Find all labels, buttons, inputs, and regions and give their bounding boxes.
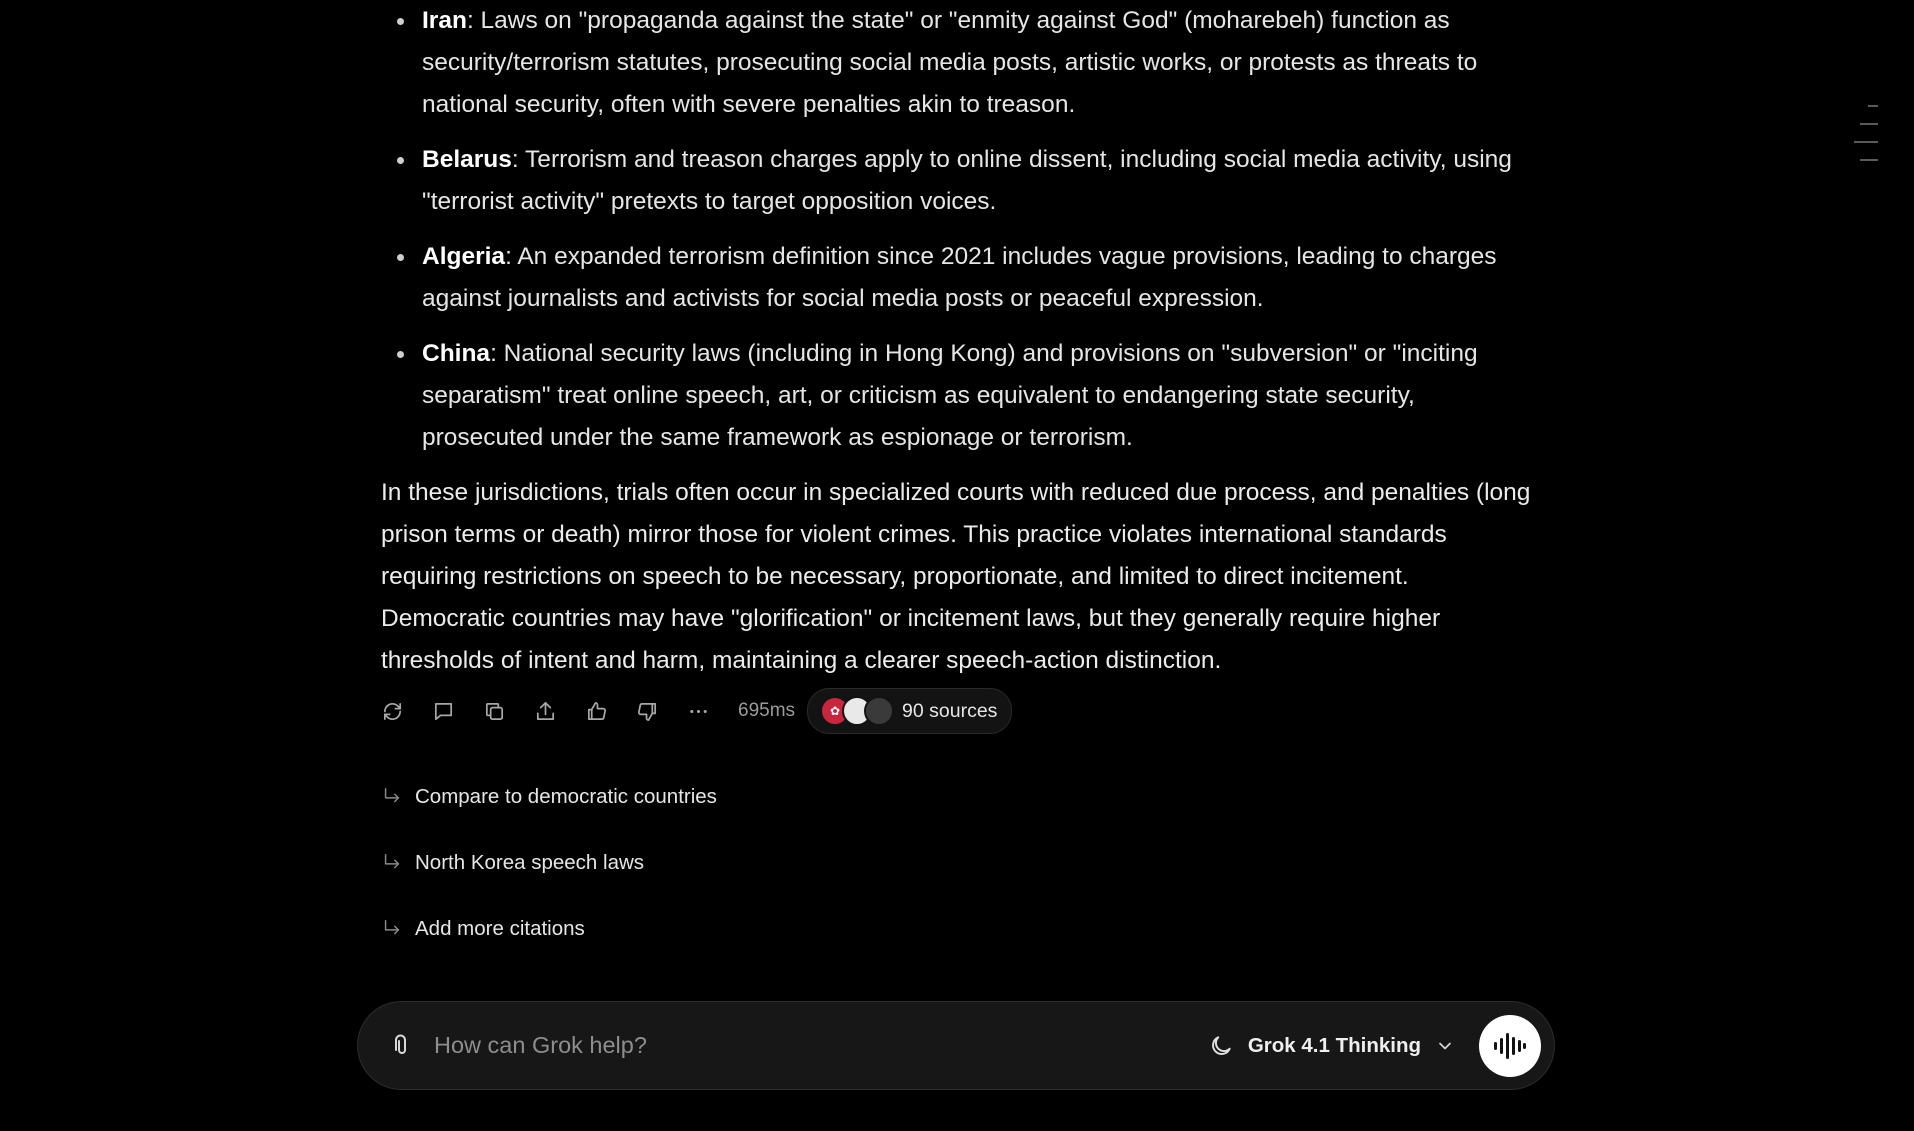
sources-button[interactable] (807, 688, 1012, 734)
model-selector[interactable] (1208, 1033, 1455, 1059)
country-name: Belarus (422, 146, 512, 173)
attach-button[interactable] (390, 1034, 418, 1058)
thumbs-down-button[interactable] (636, 688, 687, 734)
country-list (381, 0, 1531, 459)
source-avatars (820, 696, 894, 726)
thumbs-down-icon (636, 700, 659, 723)
comment-button[interactable] (432, 688, 483, 734)
chevron-down-icon (1435, 1036, 1455, 1056)
reply-arrow-icon (381, 852, 415, 874)
more-button[interactable] (687, 688, 738, 734)
followup-item[interactable] (381, 830, 1531, 896)
chat-composer (357, 1001, 1555, 1090)
followup-suggestions (381, 764, 1531, 962)
followup-item[interactable] (381, 764, 1531, 830)
minimap-mark[interactable] (1860, 123, 1878, 125)
minimap-mark[interactable] (1868, 105, 1878, 107)
copy-icon (483, 700, 506, 723)
conversation-minimap[interactable] (1848, 105, 1878, 177)
country-description: : National security laws (including in Hong Kong) and provisions on "subversion" or "inciting separatism" treat online speech, art, or criticism as equivalent to endangering state security, prosecuted under the same framework as espionage or terrorism. (422, 340, 1478, 451)
country-description: : An expanded terrorism definition since 2021 includes vague provisions, leading to charges against journalists and activists for social media posts or peaceful expression. (422, 243, 1497, 312)
list-item (381, 333, 1531, 459)
response-content (381, 0, 1531, 962)
thumbs-up-button[interactable] (585, 688, 636, 734)
list-item (381, 139, 1531, 223)
followup-label: Compare to democratic countries (415, 785, 717, 808)
reply-arrow-icon (381, 786, 415, 808)
country-description: : Terrorism and treason charges apply to online dissent, including social media activity, using "terrorist activity" pretexts to target opposition voices. (422, 146, 1512, 215)
voice-mode-button[interactable] (1479, 1015, 1541, 1077)
regenerate-icon (381, 700, 404, 723)
response-actions (381, 688, 1531, 734)
followup-label: Add more citations (415, 917, 585, 940)
sources-count: 90 sources (902, 699, 998, 722)
share-button[interactable] (534, 688, 585, 734)
country-name: Algeria (422, 243, 506, 270)
chat-input[interactable] (432, 1031, 1208, 1060)
share-icon (534, 700, 557, 723)
followup-label: North Korea speech laws (415, 851, 645, 874)
country-name: Iran (422, 7, 467, 34)
source-avatar: ✿ (820, 696, 850, 726)
copy-button[interactable] (483, 688, 534, 734)
regenerate-button[interactable] (381, 688, 432, 734)
summary-paragraph: In these jurisdictions, trials often occur in specialized courts with reduced due process, and penalties (long prison terms or death) mirror those for violent crimes. This practice violates international standards requiring restrictions on speech to be necessary, proportionate, and limited to direct incitement. Democratic countries may have "glorification" or incitement laws, but they generally require higher thresholds of intent and harm, maintaining a clearer speech-action distinction. (381, 479, 1531, 674)
list-item (381, 0, 1531, 126)
reply-arrow-icon (381, 918, 415, 940)
minimap-mark[interactable] (1860, 159, 1878, 161)
moon-icon (1208, 1033, 1234, 1059)
thumbs-up-icon (585, 700, 608, 723)
source-avatar (864, 696, 894, 726)
comment-icon (432, 700, 455, 723)
list-item (381, 236, 1531, 320)
waveform-icon (1492, 1031, 1528, 1061)
model-name: Grok 4.1 Thinking (1247, 1033, 1421, 1057)
more-icon (687, 700, 710, 723)
followup-item[interactable] (381, 896, 1531, 962)
country-name: China (422, 340, 491, 367)
country-description: : Laws on "propaganda against the state" or "enmity against God" (moharebeh) function as security/terrorism statutes, prosecuting social media posts, artistic works, or protests as threats to national security, often with severe penalties akin to treason. (422, 7, 1478, 118)
response-timing: 695ms (738, 700, 796, 721)
paperclip-icon (390, 1034, 414, 1058)
minimap-mark[interactable] (1854, 141, 1878, 143)
